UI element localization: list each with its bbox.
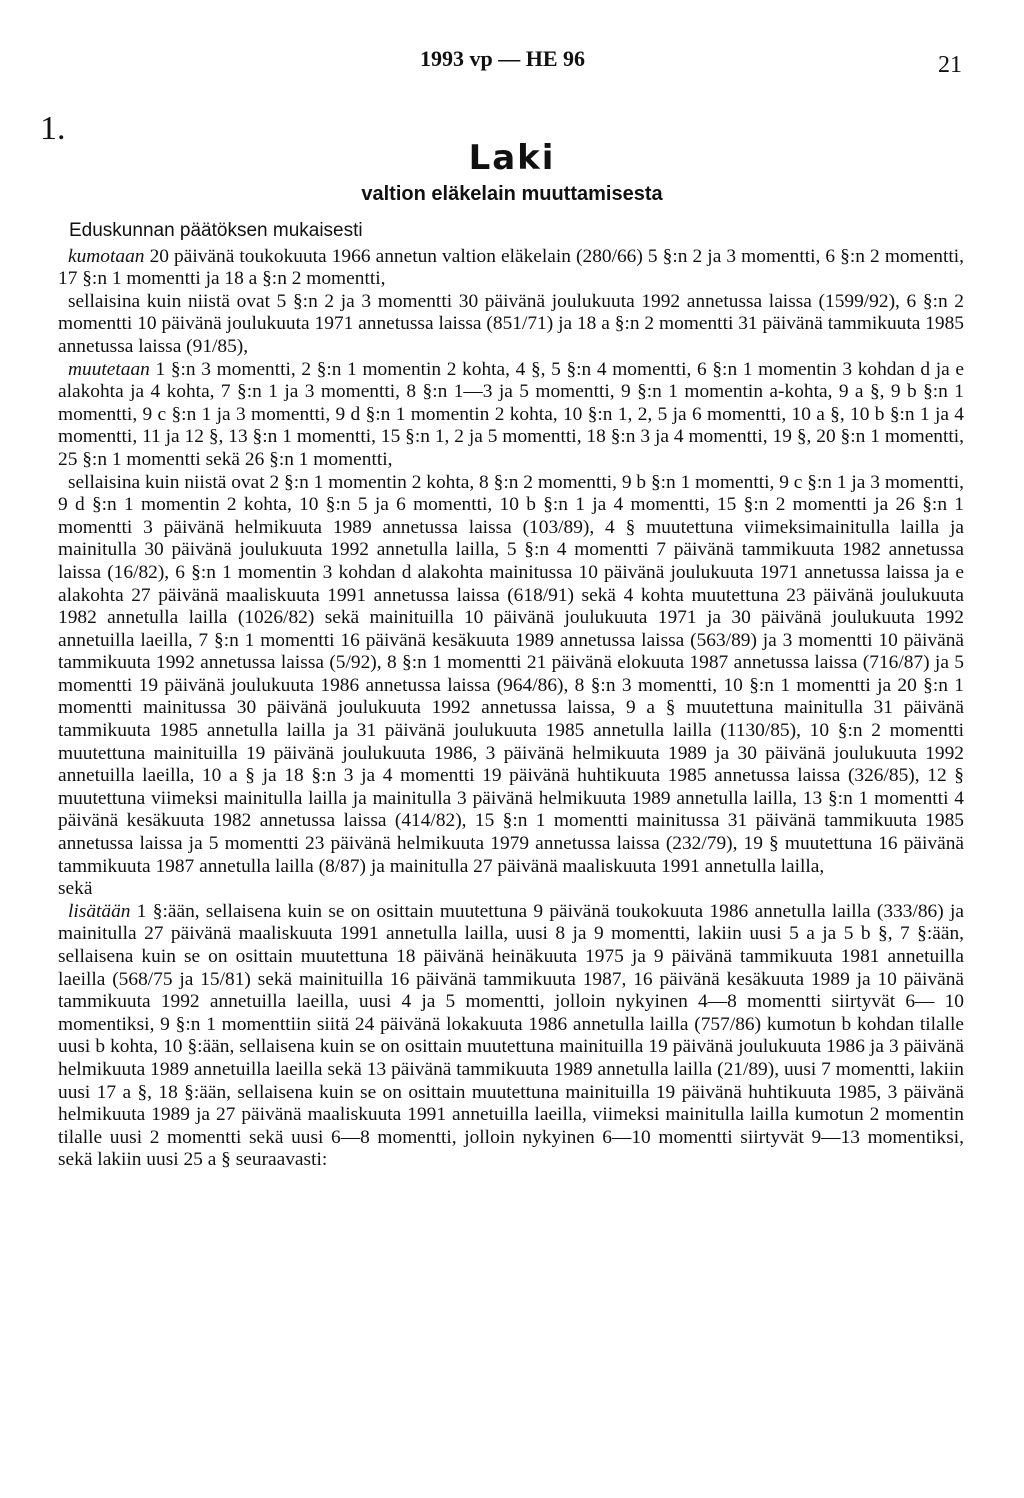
amend-history-paragraph <box>58 472 964 879</box>
amend-history-text: sellaisina kuin niistä ovat 2 §:n 1 momentin 2 kohta, 8 §:n 2 momentti, 9 b §:n 1 momentti, 9 c §:n 1 ja 3 momentti, 9 d §:n 1 momentin 2 kohta, 10 §:n 5 ja 6 momentti, 10 b §:n 1 ja 4 momentti, 15 §:n 2 momentti ja 26 §:n 1 momentti 3 päivänä helmikuuta 1989 annetussa laissa (103/89), 4 § muutettuna viimeksimainitulla lailla ja mainitulla 30 päivänä joulukuuta 1992 annetulla lailla, 5 §:n 4 momentti 7 päivänä tammikuuta 1982 annetussa laissa (16/82), 6 §:n 1 momentin 3 kohdan d alakohta mainitussa 10 päivänä joulukuuta 1971 annetussa laissa ja e alakohta 27 päivänä maaliskuuta 1991 annetussa laissa (618/91) sekä 4 kohta muutettuna 23 päivänä joulukuuta 1982 annetulla lailla (1026/82) sekä mainituilla 10 päivänä joulukuuta 1971 ja 30 päivänä joulukuuta 1992 annetuilla laeilla, 7 §:n 1 momentti 16 päivänä kesäkuuta 1989 annetussa laissa (563/89) ja 3 momentti 10 päivänä tammikuuta 1992 annetussa laissa (5/92), 8 §:n 1 momentti 21 päivänä elokuuta 1987 annetussa laissa (716/87) ja 5 momentti 19 päivänä joulukuuta 1986 annetussa laissa (964/86), 8 §:n 3 momentti, 10 §:n 1 momentti ja 20 §:n 1 momentti mainitussa 30 päivänä joulukuuta 1992 annetussa laissa, 9 a § muutettuna mainitulla 31 päivänä tammikuuta 1985 annetulla lailla ja 31 päivänä joulukuuta 1985 annetulla lailla (1130/85), 10 §:n 2 momentti muutettuna mainituilla 19 päivänä joulukuuta 1986, 3 päivänä helmikuuta 1989 ja 30 päivänä joulukuuta 1992 annetuilla laeilla, 10 a § ja 18 §:n 3 ja 4 momentti 19 päivänä huhtikuuta 1985 annetussa laissa (326/85), 12 § muutettuna viimeksi mainitulla lailla ja mainitulla 3 päivänä helmikuuta 1989 annetulla lailla, 13 §:n 1 momentti 4 päivänä kesäkuuta 1982 annetussa laissa (414/82), 15 §:n 1 momentti mainitussa 31 päivänä tammikuuta 1985 annetussa laissa ja 5 momentti 23 päivänä helmikuuta 1979 annetussa laissa (232/79), 19 § muutettuna 16 päivänä tammikuuta 1987 annetulla lailla (8/87) ja mainitulla 27 päivänä maaliskuuta 1991 annetulla lailla, <box>58 471 964 877</box>
repeal-text: 20 päivänä toukokuuta 1966 annetun valtion eläkelain (280/66) 5 §:n 2 ja 3 momentti, 6 §:n 2 momentti, 17 §:n 1 momentti ja 18 a §:n 2 momentti, <box>58 245 964 290</box>
page-number: 21 <box>938 52 962 78</box>
repeal-paragraph <box>58 246 964 291</box>
law-title: Laki <box>468 138 556 178</box>
conjunction-text: sekä <box>58 878 93 900</box>
add-paragraph <box>58 901 964 1172</box>
operative-word-amend: muutetaan <box>68 358 150 380</box>
operative-word-repeal: kumotaan <box>68 245 145 267</box>
enacting-clause: Eduskunnan päätöksen mukaisesti <box>69 220 363 241</box>
page-header <box>0 46 1024 86</box>
document-body <box>58 220 964 1172</box>
running-head: 1993 vp — HE 96 <box>420 46 586 71</box>
section-number: 1. <box>40 110 66 147</box>
amend-paragraph <box>58 359 964 472</box>
add-text: 1 §:ään, sellaisena kuin se on osittain muutettuna 9 päivänä toukokuuta 1986 annetulla lailla (333/86) ja mainitulla 27 päivänä maaliskuuta 1991 annetulla lailla, uusi 8 ja 9 momentti, lakiin uusi 5 a ja 5 b §, 7 §:ään, sellaisena kuin se on osittain muutettuna 18 päivänä heinäkuuta 1975 ja 9 päivänä tammikuuta 1981 annetuilla laeilla (568/75 ja 15/81) sekä mainituilla 16 päivänä tammikuuta 1987, 16 päivänä kesäkuuta 1989 ja 10 päivänä tammikuuta 1992 annetuilla laeilla, uusi 4 ja 5 momentti, jolloin nykyinen 4—8 momentti siirtyvät 6— 10 momentiksi, 9 §:n 1 momenttiin siitä 24 päivänä lokakuuta 1986 annetulla lailla (757/86) kumotun b kohdan tilalle uusi b kohta, 10 §:ään, sellaisena kuin se on osittain muutettuna mainituilla 19 päivänä joulukuuta 1986 ja 3 päivänä helmikuuta 1989 annetuilla laeilla sekä 13 päivänä tammikuuta 1989 annetulla lailla (21/89), uusi 7 momentti, lakiin uusi 17 a §, 18 §:ään, sellaisena kuin se on osittain muutettuna mainituilla 19 päivänä huhtikuuta 1985, 3 päivänä helmikuuta 1989 ja 27 päivänä maaliskuuta 1991 annetuilla laeilla, viimeksi mainitulla lailla kumotun 2 momentin tilalle uusi 2 momentti sekä uusi 6—8 momentti, jolloin nykyinen 6—10 momentti siirtyvät 9—13 momentiksi, sekä lakiin uusi 25 a § seuraavasti: <box>58 900 964 1171</box>
operative-word-add: lisätään <box>68 900 131 922</box>
repeal-amendment-history <box>58 291 964 359</box>
repeal-history-text: sellaisina kuin niistä ovat 5 §:n 2 ja 3 momentti 30 päivänä joulukuuta 1992 annetussa laissa (1599/92), 6 §:n 2 momentti 10 päivänä joulukuuta 1971 annetussa laissa (851/71) ja 18 a §:n 2 momentti 31 päivänä tammikuuta 1985 annetussa laissa (91/85), <box>58 290 964 357</box>
law-subtitle: valtion eläkelain muuttamisesta <box>361 183 663 205</box>
amend-text: 1 §:n 3 momentti, 2 §:n 1 momentin 2 kohta, 4 §, 5 §:n 4 momentti, 6 §:n 1 momentin 3 kohdan d ja e alakohta ja 4 kohta, 7 §:n 1 ja 3 momentti, 8 §:n 1—3 ja 5 momentti, 9 §:n 1 momentin a-kohta, 9 a §, 9 b §:n 1 momentti, 9 c §:n 1 ja 3 momentti, 9 d §:n 1 momentin 2 kohta, 10 §:n 1, 2, 5 ja 6 momentti, 10 a §, 10 b §:n 1 ja 4 momentti, 11 ja 12 §, 13 §:n 1 momentti, 15 §:n 1, 2 ja 5 momentti, 18 §:n 3 ja 4 momentti, 19 §, 20 §:n 1 momentti, 25 §:n 1 momentti sekä 26 §:n 1 momentti, <box>58 358 964 470</box>
conjunction-line <box>58 878 964 901</box>
